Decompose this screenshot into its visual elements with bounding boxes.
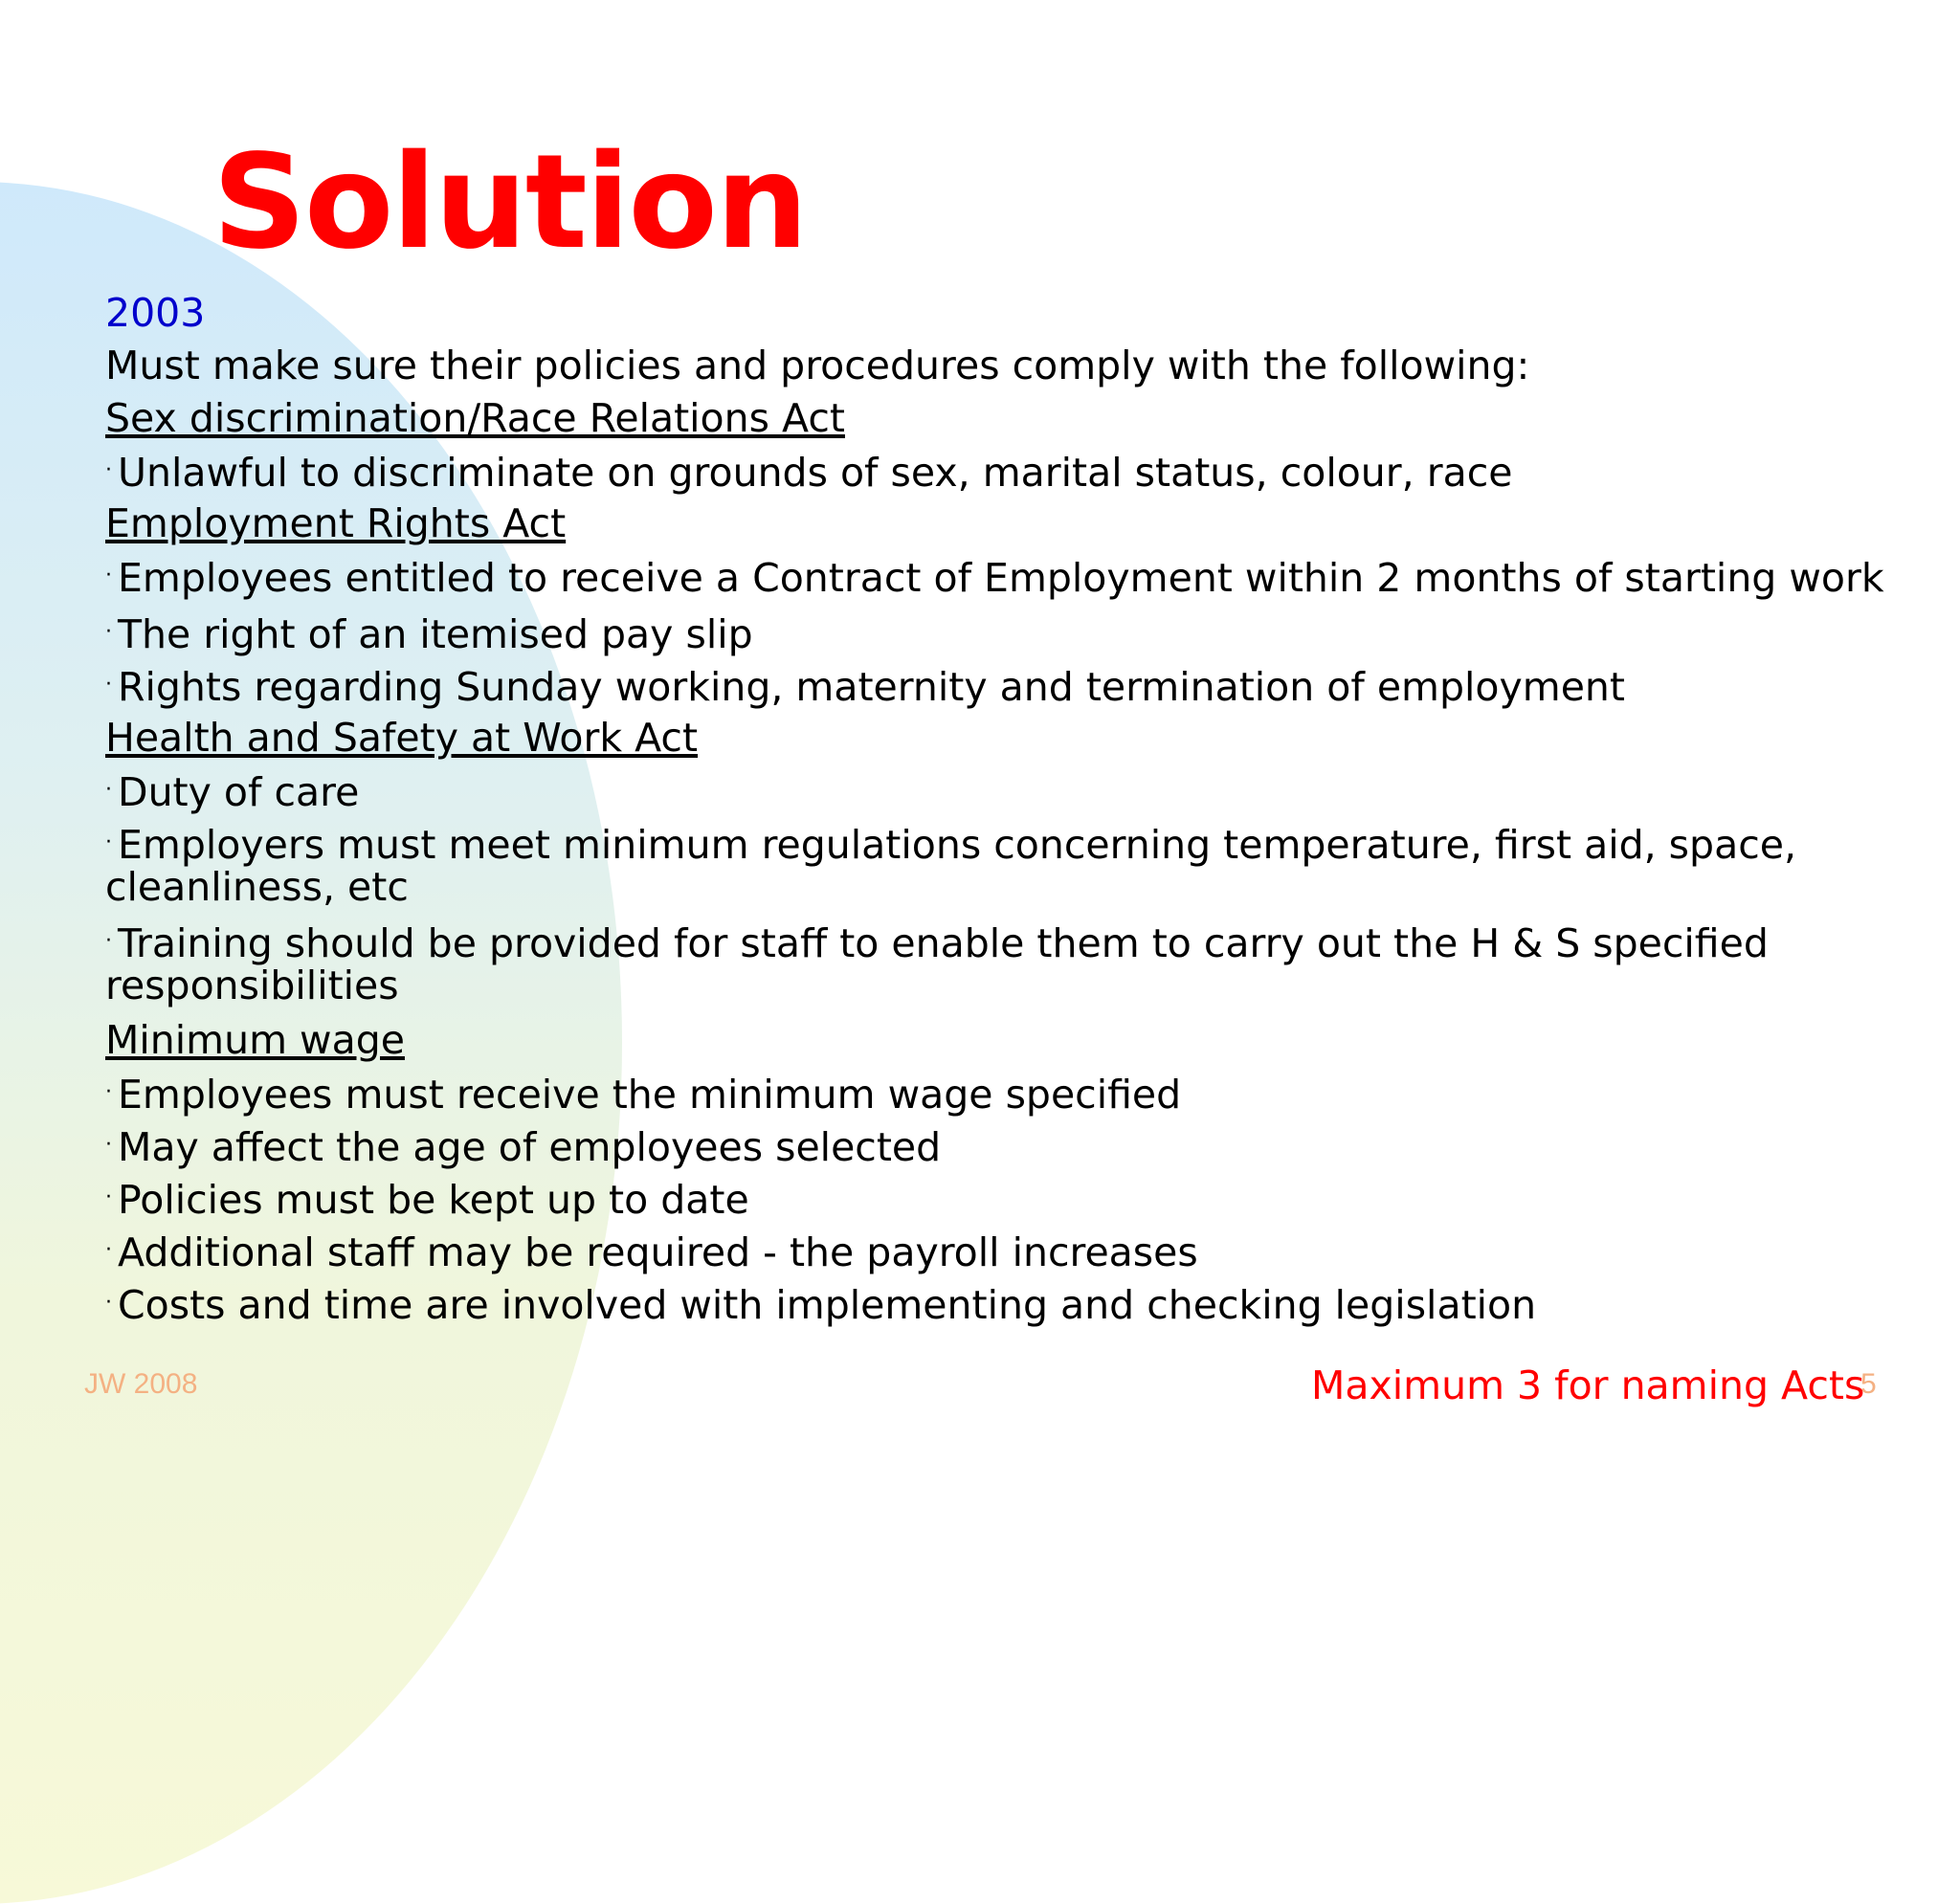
bullet-item	[105, 1067, 1904, 1119]
bullet-item	[105, 1119, 1904, 1172]
bullet-text: The right of an itemised pay slip	[118, 611, 753, 657]
bullet-item	[105, 764, 1904, 817]
bullet-text: Additional staff may be required - the payroll increases	[118, 1229, 1198, 1275]
bullet-item	[105, 607, 1904, 659]
footer-author: JW 2008	[84, 1368, 198, 1400]
bullet-item	[105, 659, 1904, 712]
bullet-item	[105, 445, 1904, 498]
bullet-item	[105, 550, 1904, 599]
bullet-dot-icon: ·	[105, 929, 112, 953]
section-heading-minimum-wage: Minimum wage	[105, 1017, 405, 1063]
bullet-dot-icon: ·	[105, 620, 112, 644]
bullet-dot-icon: ·	[105, 1185, 112, 1209]
bullet-text: Duty of care	[118, 769, 360, 815]
bullet-item	[105, 1277, 1904, 1330]
bullet-text: Employers must meet minimum regulations concerning temperature, first aid, space, cleanliness, etc	[105, 822, 1796, 910]
bullet-dot-icon: ·	[105, 1080, 112, 1104]
bullet-text: Policies must be kept up to date	[118, 1177, 749, 1223]
bullet-item	[105, 916, 1904, 1007]
bullet-dot-icon: ·	[105, 673, 112, 697]
bullet-dot-icon: ·	[105, 458, 112, 482]
bullet-item	[105, 1172, 1904, 1225]
bullet-text: Rights regarding Sunday working, maternity and termination of employment	[118, 664, 1625, 710]
bullet-dot-icon: ·	[105, 830, 112, 854]
bullet-text: Employees entitled to receive a Contract of Employment within 2 months of starting work	[118, 555, 1884, 601]
bullet-dot-icon: ·	[105, 1291, 112, 1315]
marking-note: Maximum 3 for naming Acts	[1311, 1362, 1865, 1408]
bullet-text: Unlawful to discriminate on grounds of sex, marital status, colour, race	[118, 450, 1513, 496]
slide-title: Solution	[212, 127, 807, 278]
bullet-text: Employees must receive the minimum wage specified	[118, 1072, 1182, 1118]
bullet-dot-icon: ·	[105, 1238, 112, 1262]
intro-text: Must make sure their policies and procedures comply with the following:	[105, 343, 1530, 388]
bullet-item	[105, 1225, 1904, 1277]
bullet-item	[105, 817, 1904, 908]
section-heading-sex-discrimination: Sex discrimination/Race Relations Act	[105, 395, 845, 441]
page-number: 5	[1860, 1368, 1877, 1400]
bullet-dot-icon: ·	[105, 778, 112, 802]
bullet-text: Costs and time are involved with implementing and checking legislation	[118, 1282, 1537, 1328]
section-heading-health-safety: Health and Safety at Work Act	[105, 715, 699, 761]
year-label: 2003	[105, 290, 206, 336]
bullet-text: May affect the age of employees selected	[118, 1124, 942, 1170]
slide-content	[105, 287, 1904, 1330]
bullet-dot-icon: ·	[105, 564, 112, 587]
bullet-dot-icon: ·	[105, 1133, 112, 1157]
bullet-text: Training should be provided for staff to enable them to carry out the H & S specified responsibilities	[105, 920, 1769, 1008]
section-heading-employment-rights: Employment Rights Act	[105, 500, 567, 546]
